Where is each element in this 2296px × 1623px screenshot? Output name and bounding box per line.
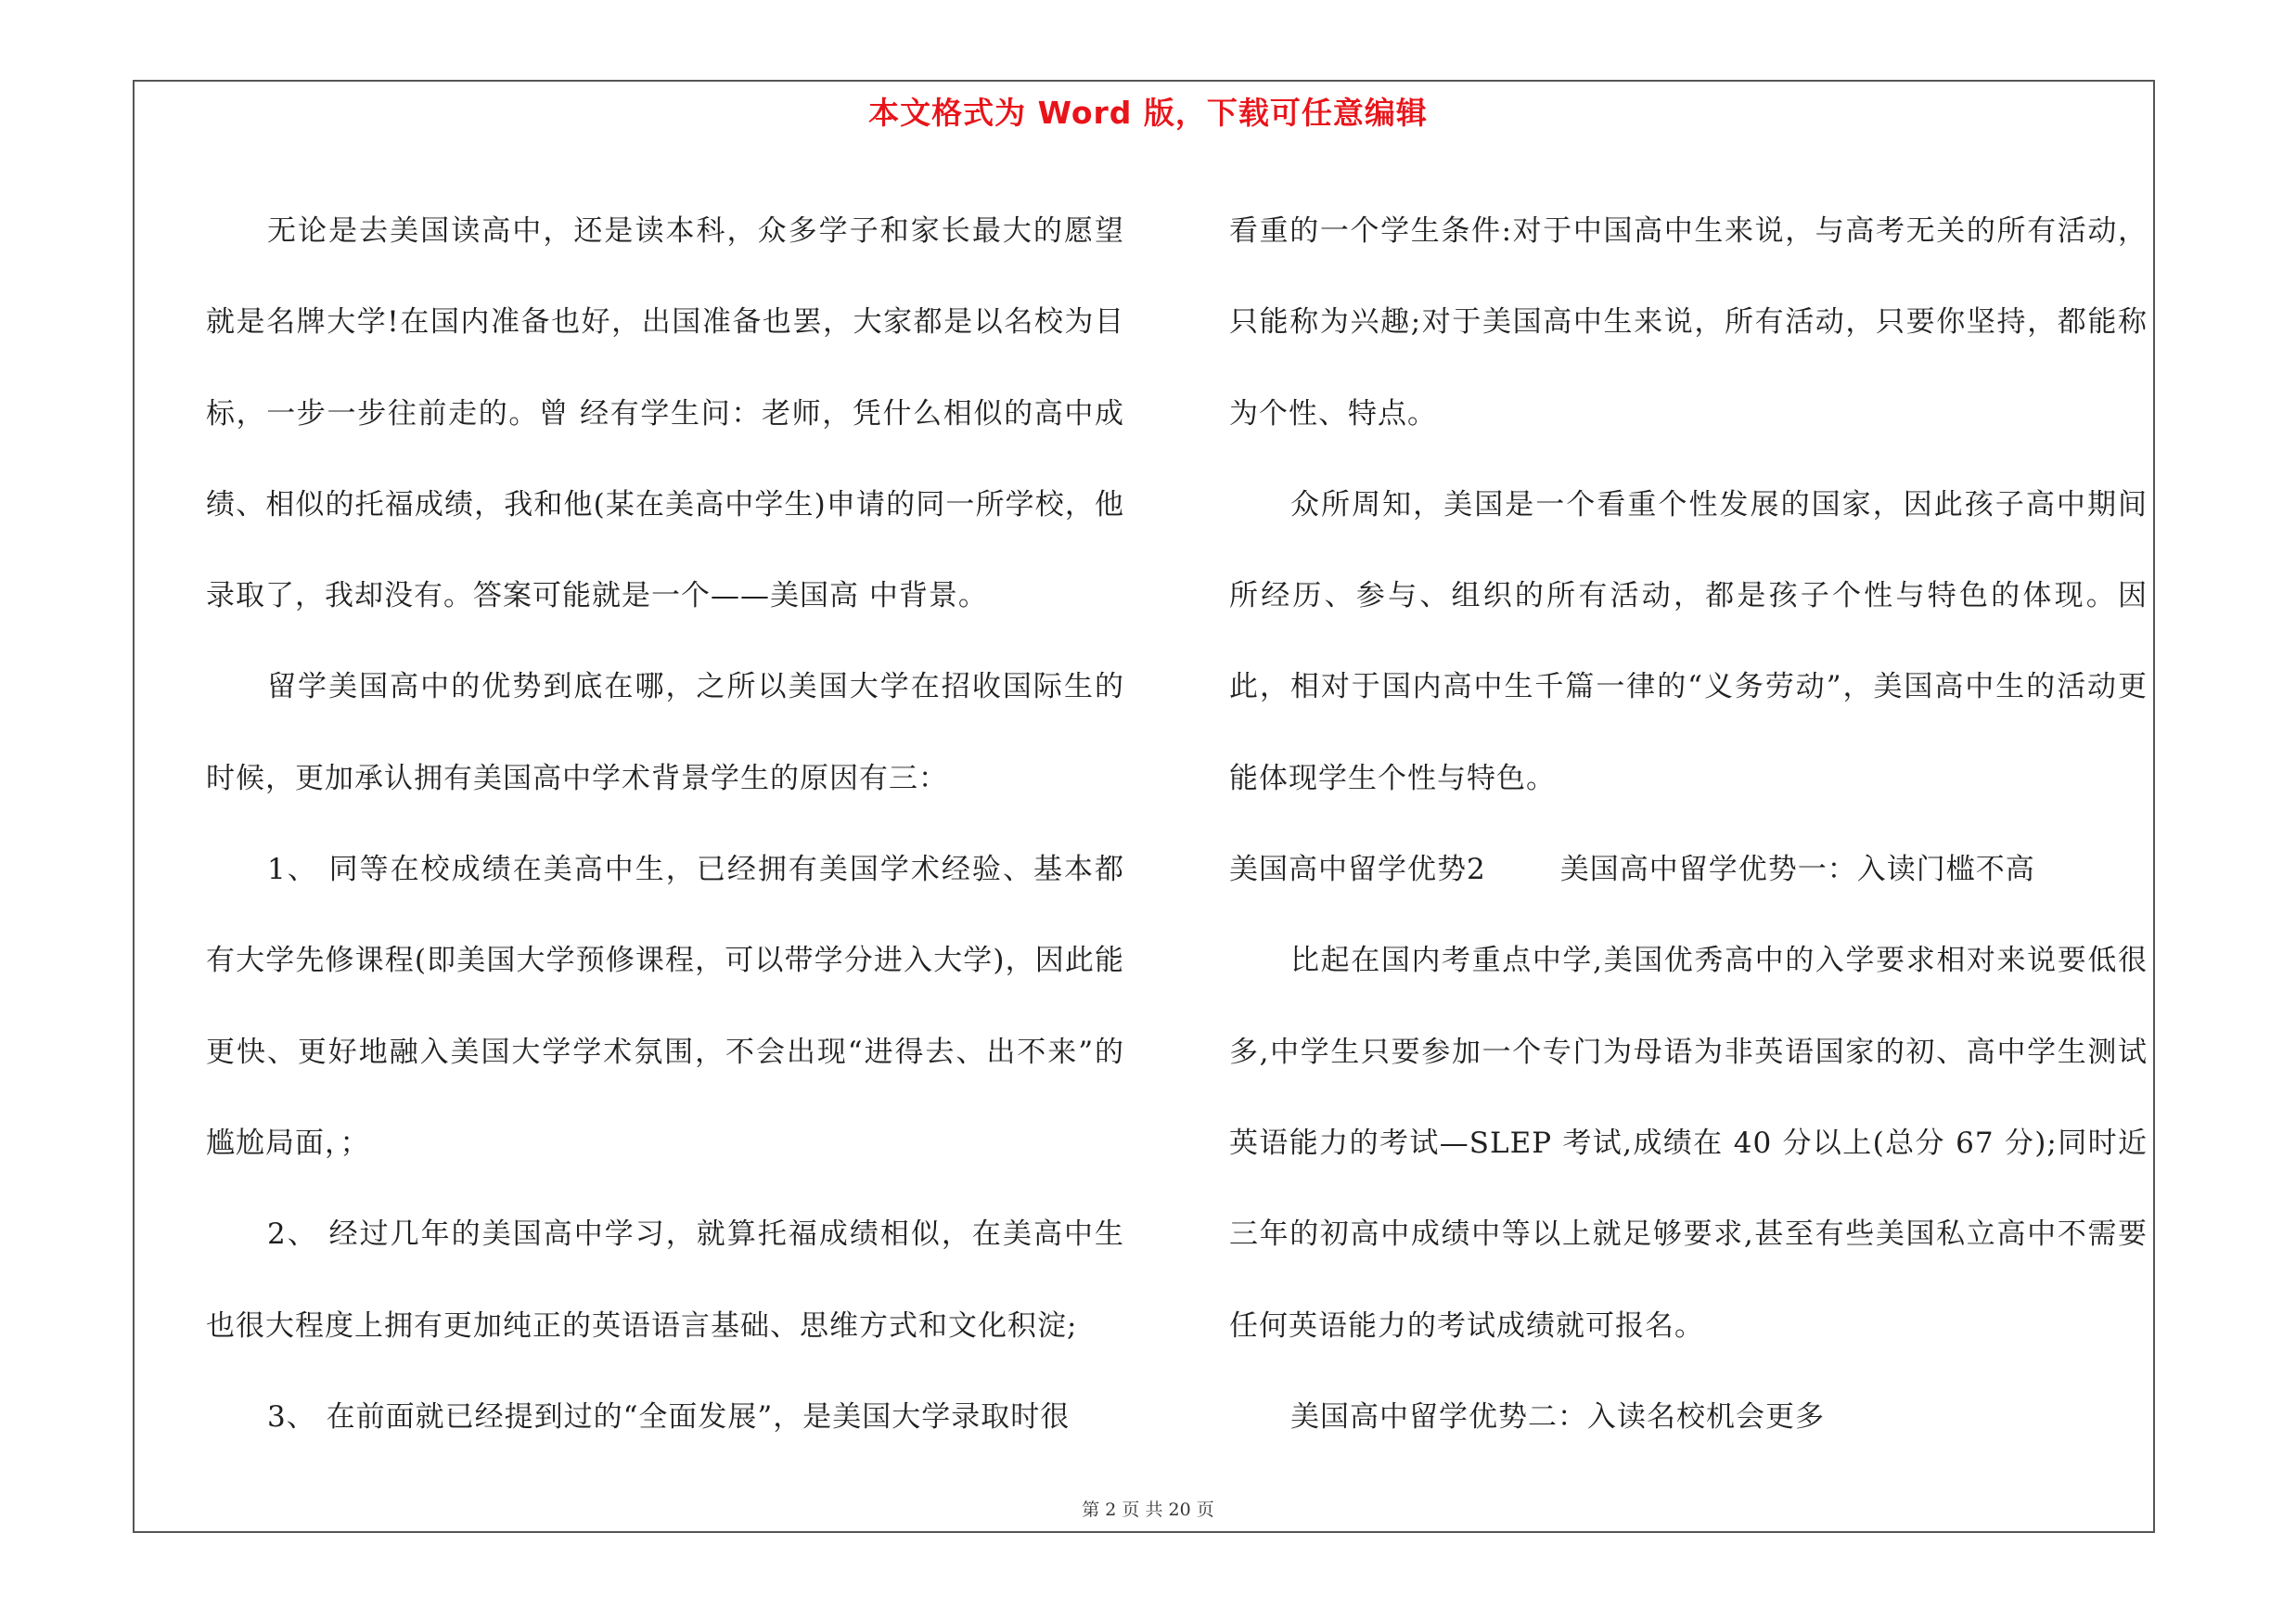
paragraph: 3、 在前面就已经提到过的“全面发展”，是美国大学录取时很: [267, 1399, 1071, 1434]
left-column: [206, 186, 1124, 1462]
paragraph: 众所周知，美国是一个看重个性发展的国家，因此孩子高中期间所经历、参与、组织的所有活动，都是孩子个性与特色的体现。因此，相对于国内高中生千篇一律的“义务劳动”，美国高中生的活动更能体现学生个性与特色。: [1229, 487, 2148, 795]
paragraph: 无论是去美国读高中，还是读本科，众多学子和家长最大的愿望就是名牌大学!在国内准备也好，出国准备也罢，大家都是以名校为目标，一步一步往前走的。曾 经有学生问：老师，凭什么相似的高中成绩、相似的托福成绩，我和他(某在美高中学生)申请的同一所学校，他录取了，我却没有。答案可能就是一个——美国高 中背景。: [206, 214, 1124, 613]
section-heading: 美国高中留学优势二：入读名校机会更多: [1290, 1399, 1825, 1434]
paragraph: 2、 经过几年的美国高中学习，就算托福成绩相似，在美高中生也很大程度上拥有更加纯正的英语语言基础、思维方式和文化积淀;: [206, 1217, 1124, 1343]
paragraph: 比起在国内考重点中学,美国优秀高中的入学要求相对来说要低很多,中学生只要参加一个专门为母语为非英语国家的初、高中学生测试英语能力的考试—SLEP 考试,成绩在 40 分以上(总分 67 分);同时近三年的初高中成绩中等以上就足够要求,甚至有些美国私立高中不需要任何英语能力的考试成绩就可报名。: [1229, 944, 2148, 1343]
right-column: [1229, 186, 2148, 1462]
header-note: 本文格式为 Word 版，下载可任意编辑: [868, 95, 1428, 131]
section-heading: 美国高中留学优势2: [1229, 853, 1486, 887]
section-heading-line: [1229, 824, 2148, 915]
section-subheading: 美国高中留学优势一：入读门槛不高: [1559, 853, 2035, 887]
paragraph: 留学美国高中的优势到底在哪，之所以美国大学在招收国际生的时候，更加承认拥有美国高中学术背景学生的原因有三：: [206, 670, 1124, 795]
paragraph: 看重的一个学生条件:对于中国高中生来说，与高考无关的所有活动，只能称为兴趣;对于美国高中生来说，所有活动，只要你坚持，都能称为个性、特点。: [1229, 214, 2148, 431]
paragraph: 1、 同等在校成绩在美高中生，已经拥有美国学术经验、基本都有大学先修课程(即美国大学预修课程，可以带学分进入大学)，因此能更快、更好地融入美国大学学术氛围，不会出现“进得去、出不来”的尴尬局面，；: [206, 853, 1124, 1160]
page-number: 第 2 页 共 20 页: [1082, 1500, 1214, 1520]
